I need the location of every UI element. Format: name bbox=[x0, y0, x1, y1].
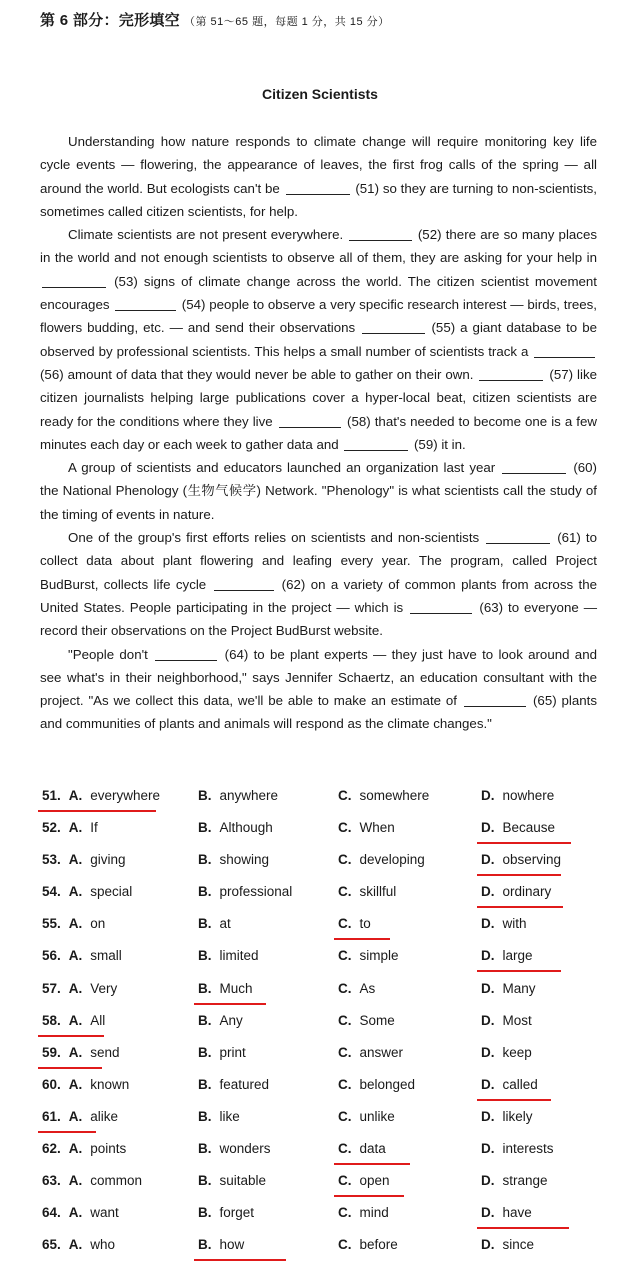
option-letter: B. bbox=[198, 1205, 212, 1221]
answer-underline bbox=[38, 1035, 104, 1037]
option-c bbox=[338, 1013, 395, 1028]
paragraph bbox=[40, 526, 597, 642]
option-letter: B. bbox=[198, 1173, 212, 1189]
option-letter: B. bbox=[198, 948, 212, 964]
blank-line bbox=[155, 646, 217, 661]
option-a bbox=[42, 981, 117, 996]
option-b bbox=[198, 981, 253, 996]
option-b bbox=[198, 788, 278, 803]
option-text: how bbox=[219, 1237, 245, 1253]
paragraph bbox=[40, 456, 597, 526]
option-text: developing bbox=[359, 852, 425, 868]
option-letter: A. bbox=[68, 980, 83, 996]
blank-line bbox=[214, 576, 275, 591]
option-d bbox=[481, 1109, 533, 1124]
option-letter: A. bbox=[68, 1076, 83, 1092]
option-b bbox=[198, 948, 259, 963]
passage-title: Citizen Scientists bbox=[262, 86, 378, 102]
option-letter: D. bbox=[481, 948, 495, 964]
option-c bbox=[338, 1045, 403, 1060]
option-text: belonged bbox=[359, 1076, 416, 1092]
blank-line bbox=[362, 319, 424, 334]
option-text: limited bbox=[219, 948, 259, 964]
option-letter: B. bbox=[198, 884, 212, 900]
option-b bbox=[198, 1237, 244, 1252]
option-c bbox=[338, 820, 395, 835]
option-letter: D. bbox=[481, 1173, 495, 1189]
option-a bbox=[42, 1237, 115, 1252]
question-row bbox=[40, 816, 600, 848]
option-text: showing bbox=[219, 852, 270, 868]
option-letter: D. bbox=[481, 820, 495, 836]
option-letter: A. bbox=[68, 1205, 83, 1221]
option-letter: D. bbox=[481, 980, 495, 996]
option-d bbox=[481, 1205, 532, 1220]
option-d bbox=[481, 788, 554, 803]
option-d bbox=[481, 916, 527, 931]
option-letter: B. bbox=[198, 1012, 212, 1028]
paragraph bbox=[40, 130, 597, 223]
blank-line bbox=[279, 413, 341, 428]
option-letter: C. bbox=[338, 948, 352, 964]
option-letter: B. bbox=[198, 980, 212, 996]
option-letter: A. bbox=[68, 1173, 83, 1189]
answer-underline bbox=[477, 906, 563, 908]
option-letter: B. bbox=[198, 916, 212, 932]
paragraph-text: A group of scientists and educators launched an organization last year bbox=[68, 460, 501, 476]
option-text: alike bbox=[90, 1108, 119, 1124]
question-row bbox=[40, 784, 600, 816]
option-text: Much bbox=[219, 980, 253, 996]
question-row bbox=[40, 912, 600, 944]
option-text: who bbox=[90, 1237, 116, 1253]
paragraph-text: (53) signs of climate change across the world. The citizen scientist movement encourages bbox=[40, 273, 597, 313]
option-c bbox=[338, 1077, 415, 1092]
answer-underline bbox=[477, 1099, 551, 1101]
paragraph-text: (60) the National Phenology (生物气候学) Network. "Phenology" is what scientists call the study of the timing of events in nature. bbox=[40, 460, 597, 522]
option-letter: B. bbox=[198, 1237, 212, 1253]
option-text: small bbox=[90, 948, 122, 964]
option-text: If bbox=[90, 820, 98, 836]
option-text: since bbox=[502, 1237, 535, 1253]
paragraph-text: Climate scientists are not present everywhere. bbox=[68, 227, 348, 243]
option-text: simple bbox=[359, 948, 399, 964]
option-b bbox=[198, 916, 231, 931]
paragraph-text: (56) amount of data that they would never be able to gather on their own. bbox=[40, 366, 478, 382]
option-text: anywhere bbox=[219, 788, 279, 803]
option-a bbox=[42, 948, 122, 963]
option-c bbox=[338, 1237, 398, 1252]
option-text: large bbox=[502, 948, 533, 964]
option-letter: C. bbox=[338, 788, 352, 803]
question-row bbox=[40, 1137, 600, 1169]
section-title: 第 6 部分：完形填空 bbox=[40, 12, 180, 29]
question-number: 65. bbox=[42, 1237, 61, 1253]
option-letter: C. bbox=[338, 820, 352, 836]
option-letter: C. bbox=[338, 1237, 352, 1253]
option-letter: A. bbox=[68, 884, 83, 900]
question-number: 60. bbox=[42, 1076, 61, 1092]
option-text: All bbox=[90, 1012, 106, 1028]
question-row bbox=[40, 977, 600, 1009]
option-text: everywhere bbox=[90, 788, 161, 803]
option-text: keep bbox=[502, 1044, 532, 1060]
option-d bbox=[481, 1077, 538, 1092]
option-text: points bbox=[90, 1141, 127, 1157]
question-number: 54. bbox=[42, 884, 61, 900]
option-letter: C. bbox=[338, 1205, 352, 1221]
option-text: called bbox=[502, 1076, 538, 1092]
option-text: giving bbox=[90, 852, 126, 868]
option-text: answer bbox=[359, 1044, 404, 1060]
option-text: professional bbox=[219, 884, 293, 900]
option-text: special bbox=[90, 884, 133, 900]
question-number: 57. bbox=[42, 980, 61, 996]
option-text: somewhere bbox=[359, 788, 430, 803]
paragraph-text: (63) to everyone — record their observations on the Project BudBurst website. bbox=[40, 599, 597, 639]
paragraph-text: (64) to be plant experts — they just have to look around and see what's in their neighborhood," says Jennifer Schaertz, an education consultant with the project. "As we collect this data, we'll be able to make an estimate of bbox=[40, 646, 597, 709]
option-a bbox=[42, 788, 160, 803]
option-a bbox=[42, 1109, 118, 1124]
option-text: observing bbox=[502, 852, 562, 868]
question-number: 52. bbox=[42, 820, 61, 836]
option-d bbox=[481, 820, 555, 835]
question-number: 58. bbox=[42, 1012, 61, 1028]
blank-line bbox=[349, 226, 411, 241]
paragraph-text: (52) there are so many places in the world and not enough scientists to observe all of them, they are asking for your help in bbox=[40, 227, 597, 266]
option-text: data bbox=[359, 1141, 386, 1157]
option-letter: A. bbox=[68, 788, 83, 803]
option-b bbox=[198, 852, 269, 867]
paragraph-text: Understanding how nature responds to climate change will require monitoring key life cycle events — flowering, the appearance of leaves, the first frog calls of the spring — all around the world. But ecologists can't be bbox=[40, 134, 597, 196]
option-text: Any bbox=[219, 1012, 243, 1028]
question-row bbox=[40, 1201, 600, 1233]
blank-line bbox=[115, 296, 176, 311]
options-list bbox=[40, 784, 600, 1265]
option-letter: A. bbox=[68, 1044, 83, 1060]
question-row bbox=[40, 1041, 600, 1073]
option-letter: A. bbox=[68, 916, 83, 932]
option-letter: A. bbox=[68, 1108, 83, 1124]
option-b bbox=[198, 820, 273, 835]
option-a bbox=[42, 1205, 119, 1220]
paragraph bbox=[40, 223, 597, 456]
option-a bbox=[42, 1077, 129, 1092]
option-letter: C. bbox=[338, 980, 352, 996]
option-letter: D. bbox=[481, 1237, 495, 1253]
blank-line bbox=[534, 343, 595, 358]
option-c bbox=[338, 1141, 386, 1156]
question-row bbox=[40, 1233, 600, 1265]
option-text: likely bbox=[502, 1108, 533, 1124]
option-letter: D. bbox=[481, 1012, 495, 1028]
option-text: unlike bbox=[359, 1108, 395, 1124]
option-text: send bbox=[90, 1044, 120, 1060]
blank-line bbox=[464, 692, 526, 707]
option-text: skillful bbox=[359, 884, 397, 900]
blank-line bbox=[486, 529, 550, 544]
option-letter: B. bbox=[198, 1108, 212, 1124]
option-a bbox=[42, 852, 126, 867]
option-letter: C. bbox=[338, 1012, 352, 1028]
blank-line bbox=[344, 436, 408, 451]
option-text: forget bbox=[219, 1205, 255, 1221]
question-number: 62. bbox=[42, 1141, 61, 1157]
option-text: open bbox=[359, 1173, 390, 1189]
option-letter: D. bbox=[481, 852, 495, 868]
question-number: 61. bbox=[42, 1108, 61, 1124]
option-a bbox=[42, 916, 105, 931]
question-number: 51. bbox=[42, 788, 61, 803]
option-b bbox=[198, 1077, 269, 1092]
paragraph-text: (57) like citizen journalists helping large publications cover a hyper-local beat, citizen scientists are ready for the conditions where they live bbox=[40, 366, 597, 429]
option-c bbox=[338, 981, 375, 996]
option-text: before bbox=[359, 1237, 398, 1253]
option-d bbox=[481, 1237, 534, 1252]
option-letter: C. bbox=[338, 1076, 352, 1092]
option-text: Some bbox=[359, 1012, 395, 1028]
option-text: like bbox=[219, 1108, 240, 1124]
option-b bbox=[198, 1141, 271, 1156]
option-letter: D. bbox=[481, 1044, 495, 1060]
answer-underline bbox=[38, 810, 156, 812]
option-letter: A. bbox=[68, 1012, 83, 1028]
option-d bbox=[481, 1045, 532, 1060]
option-c bbox=[338, 1173, 390, 1188]
question-row bbox=[40, 1009, 600, 1041]
paragraph-text: (62) on a variety of common plants from across the United States. People participating in the project — which is bbox=[40, 576, 597, 615]
option-b bbox=[198, 884, 292, 899]
option-letter: B. bbox=[198, 1076, 212, 1092]
option-d bbox=[481, 1173, 548, 1188]
option-text: on bbox=[90, 916, 106, 932]
option-letter: A. bbox=[68, 948, 83, 964]
option-letter: D. bbox=[481, 788, 495, 803]
section-header bbox=[40, 9, 390, 30]
option-letter: C. bbox=[338, 1141, 352, 1157]
option-letter: D. bbox=[481, 1141, 495, 1157]
answer-underline bbox=[334, 1195, 404, 1197]
option-b bbox=[198, 1045, 246, 1060]
option-text: suitable bbox=[219, 1173, 267, 1189]
option-text: As bbox=[359, 980, 376, 996]
option-letter: A. bbox=[68, 1237, 83, 1253]
option-c bbox=[338, 852, 425, 867]
blank-line bbox=[410, 599, 472, 614]
option-c bbox=[338, 1205, 389, 1220]
option-text: have bbox=[502, 1205, 532, 1221]
option-d bbox=[481, 948, 533, 963]
option-c bbox=[338, 948, 399, 963]
paragraph-text: (55) a giant database to be observed by professional scientists. This helps a small number of scientists track a bbox=[40, 320, 597, 359]
section-note: （第 51～65 题，每题 1 分，共 15 分） bbox=[183, 16, 390, 28]
question-row bbox=[40, 880, 600, 912]
answer-underline bbox=[477, 842, 571, 844]
question-row bbox=[40, 1105, 600, 1137]
option-text: interests bbox=[502, 1141, 554, 1157]
option-text: wonders bbox=[219, 1141, 271, 1157]
option-letter: B. bbox=[198, 1141, 212, 1157]
option-b bbox=[198, 1013, 243, 1028]
question-number: 53. bbox=[42, 852, 61, 868]
question-number: 59. bbox=[42, 1044, 61, 1060]
option-d bbox=[481, 852, 561, 867]
option-d bbox=[481, 1141, 554, 1156]
option-letter: D. bbox=[481, 916, 495, 932]
option-letter: A. bbox=[68, 1141, 83, 1157]
paragraph-text: (61) to collect data about plant flowering and leafing every year. The program, called Project BudBurst, collects life cycle bbox=[40, 530, 597, 592]
answer-underline bbox=[334, 938, 390, 940]
option-a bbox=[42, 884, 132, 899]
passage bbox=[40, 130, 597, 736]
answer-underline bbox=[477, 1227, 569, 1229]
answer-underline bbox=[194, 1003, 266, 1005]
option-letter: B. bbox=[198, 820, 212, 836]
question-number: 64. bbox=[42, 1205, 61, 1221]
paragraph-text: (51) so they are turning to non-scientists, sometimes called citizen scientists, for help. bbox=[40, 180, 598, 219]
answer-underline bbox=[194, 1259, 286, 1261]
question-row bbox=[40, 1073, 600, 1105]
option-letter: A. bbox=[68, 852, 83, 868]
option-letter: B. bbox=[198, 852, 212, 868]
option-d bbox=[481, 981, 536, 996]
option-a bbox=[42, 1013, 105, 1028]
option-text: nowhere bbox=[502, 788, 555, 803]
paragraph-text: (58) that's needed to become one is a few minutes each day or each week to gather data and bbox=[40, 413, 597, 452]
paragraph-text: (54) people to observe a very specific research interest — birds, trees, flowers budding, etc. — and send their observations bbox=[40, 297, 598, 336]
option-letter: B. bbox=[198, 1044, 212, 1060]
answer-underline bbox=[38, 1131, 96, 1133]
option-a bbox=[42, 820, 98, 835]
question-row bbox=[40, 1169, 600, 1201]
paragraph bbox=[40, 643, 597, 736]
option-d bbox=[481, 884, 551, 899]
blank-line bbox=[502, 459, 566, 474]
question-row bbox=[40, 944, 600, 976]
option-letter: B. bbox=[198, 788, 212, 803]
option-text: want bbox=[90, 1205, 119, 1221]
option-text: Many bbox=[502, 980, 536, 996]
option-letter: D. bbox=[481, 1108, 495, 1124]
option-text: Because bbox=[502, 820, 556, 836]
option-letter: D. bbox=[481, 1205, 495, 1221]
option-b bbox=[198, 1109, 240, 1124]
option-text: print bbox=[219, 1044, 246, 1060]
blank-line bbox=[42, 273, 106, 288]
option-b bbox=[198, 1173, 266, 1188]
paragraph-text: "People don't bbox=[68, 646, 154, 662]
blank-line bbox=[286, 180, 350, 195]
option-letter: C. bbox=[338, 1173, 352, 1189]
option-letter: C. bbox=[338, 1044, 352, 1060]
option-letter: C. bbox=[338, 1108, 352, 1124]
option-letter: A. bbox=[68, 820, 83, 836]
option-text: at bbox=[219, 916, 231, 932]
answer-underline bbox=[334, 1163, 410, 1165]
option-text: with bbox=[502, 916, 527, 932]
option-text: Although bbox=[219, 820, 273, 836]
option-letter: D. bbox=[481, 1076, 495, 1092]
paragraph-text: (65) plants and communities of plants and animals will respond as the climate changes." bbox=[40, 693, 597, 732]
option-text: common bbox=[90, 1173, 143, 1189]
option-letter: C. bbox=[338, 852, 352, 868]
option-text: to bbox=[359, 916, 371, 932]
question-row bbox=[40, 848, 600, 880]
option-a bbox=[42, 1045, 120, 1060]
option-text: Very bbox=[90, 980, 118, 996]
option-c bbox=[338, 1109, 395, 1124]
option-c bbox=[338, 788, 429, 803]
paragraph-text: One of the group's first efforts relies on scientists and non-scientists bbox=[68, 530, 485, 546]
option-a bbox=[42, 1173, 142, 1188]
option-text: ordinary bbox=[502, 884, 552, 900]
option-text: known bbox=[90, 1076, 130, 1092]
question-number: 63. bbox=[42, 1173, 61, 1189]
option-c bbox=[338, 916, 371, 931]
option-a bbox=[42, 1141, 126, 1156]
option-letter: C. bbox=[338, 916, 352, 932]
option-text: Most bbox=[502, 1012, 532, 1028]
paragraph-text: (59) it in. bbox=[410, 436, 466, 452]
option-b bbox=[198, 1205, 254, 1220]
answer-underline bbox=[38, 1067, 102, 1069]
option-c bbox=[338, 884, 396, 899]
question-number: 55. bbox=[42, 916, 61, 932]
option-letter: C. bbox=[338, 884, 352, 900]
answer-underline bbox=[477, 874, 561, 876]
question-number: 56. bbox=[42, 948, 61, 964]
option-text: featured bbox=[219, 1076, 270, 1092]
option-letter: D. bbox=[481, 884, 495, 900]
blank-line bbox=[479, 366, 543, 381]
option-text: When bbox=[359, 820, 395, 836]
answer-underline bbox=[477, 970, 561, 972]
option-d bbox=[481, 1013, 532, 1028]
option-text: mind bbox=[359, 1205, 389, 1221]
option-text: strange bbox=[502, 1173, 548, 1189]
